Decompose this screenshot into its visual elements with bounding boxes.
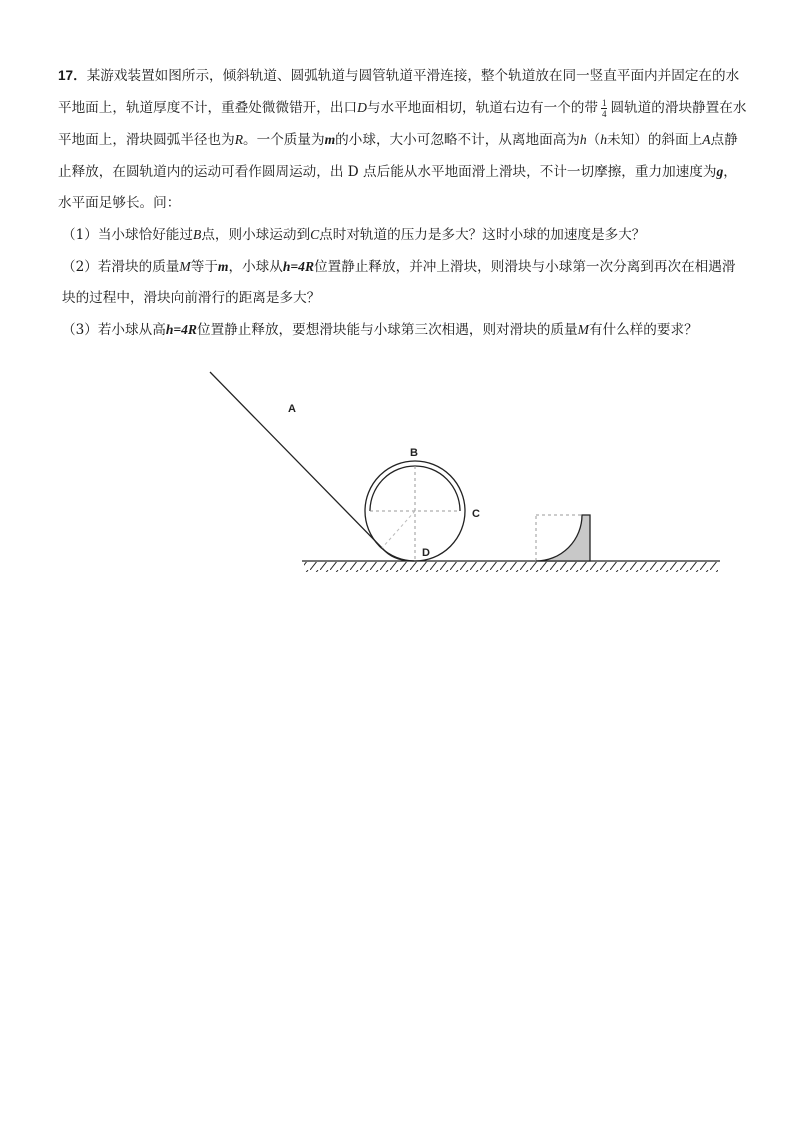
label-C: C bbox=[472, 508, 480, 520]
ground-hatch bbox=[304, 562, 718, 572]
track-diagram bbox=[200, 360, 730, 580]
track-diagram-svg bbox=[200, 360, 730, 580]
dashed-diagonal bbox=[382, 511, 415, 548]
question-3: （3）若小球从高h=4R位置静止释放，要想滑块能与小球第三次相遇，则对滑块的质量M有什么样的要求？ bbox=[62, 322, 698, 338]
question-2: （2）若滑块的质量M等于m，小球从h=4R位置静止释放，并冲上滑块，则滑块与小球第一次分离到再次在相遇滑块的过程中，滑块向前滑行的距离是多大？ bbox=[62, 259, 736, 306]
question-1: （1）当小球恰好能过B点，则小球运动到C点时对轨道的压力是多大？这时小球的加速度是多大？ bbox=[62, 227, 646, 243]
problem-number: 17 bbox=[58, 68, 74, 83]
inclined-track-bottom-arc bbox=[386, 552, 414, 561]
problem-17 bbox=[58, 60, 748, 346]
label-A: A bbox=[288, 403, 296, 415]
label-D: D bbox=[422, 547, 430, 559]
inclined-track bbox=[210, 372, 386, 552]
slider-block bbox=[536, 515, 590, 561]
label-B: B bbox=[410, 447, 418, 459]
fraction-quarter: $\frac{1}{4}$ bbox=[601, 98, 607, 119]
problem-stem: 17．某游戏装置如图所示，倾斜轨道、圆弧轨道与圆管轨道平滑连接，整个轨道放在同一竖直平面内并固定在的水平地面上，轨道厚度不计，重叠处微微错开，出口D与水平地面相切，轨道右边有一个的带 $\frac{1}{4}$ 圆轨道的滑块静置在水平地面上，滑块圆弧半径也为R。一个质量为m的小球，大小可忽略不计，从离地面高为h（h未知）的斜面上A点静止释放，在圆轨道内的运动可看作圆周运动，出 D 点后能从水平地面滑上滑块，不计一切摩擦，重力加速度为g，水平面足够长。问： bbox=[58, 68, 747, 211]
